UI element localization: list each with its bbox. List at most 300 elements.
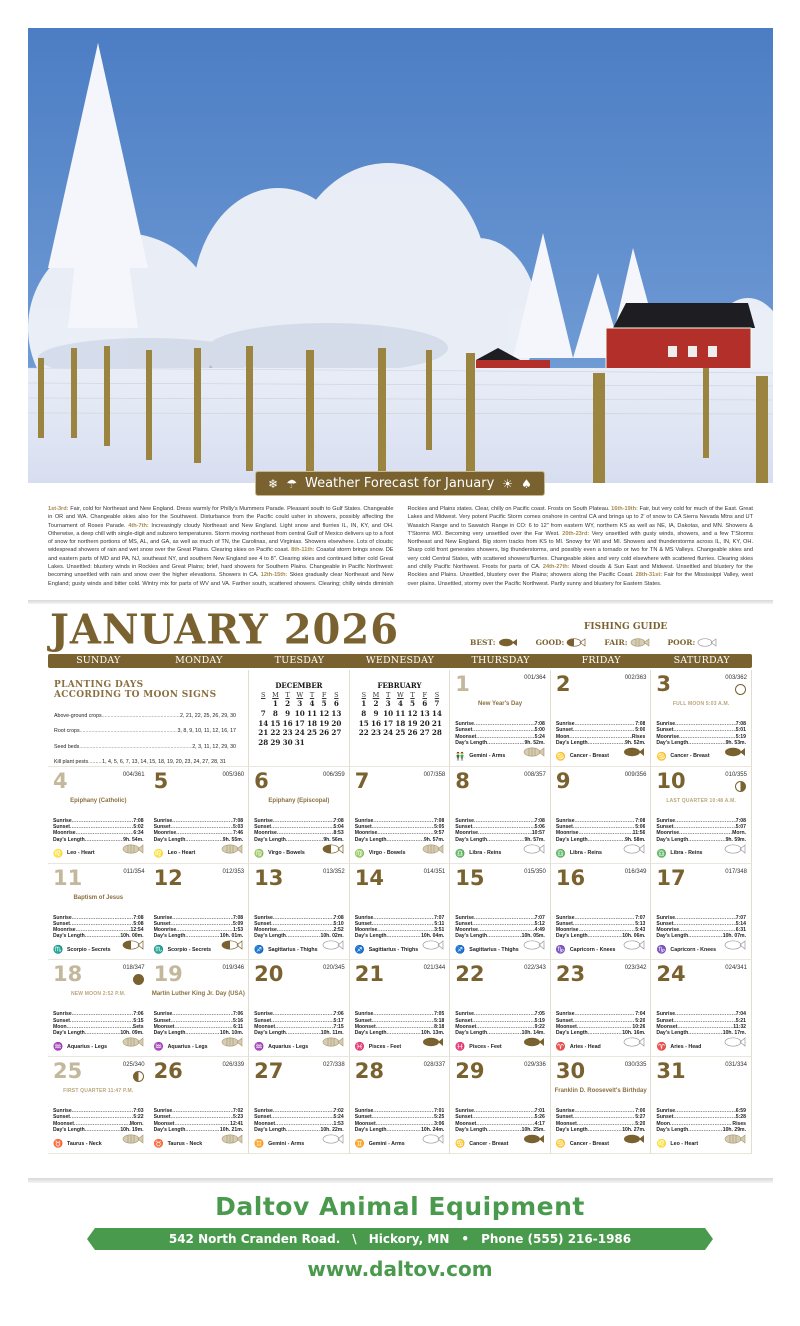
zodiac-sign: [254, 945, 317, 954]
day-of-year: 004/361: [122, 771, 145, 778]
time-label: Moon: [656, 1120, 670, 1127]
zodiac-sign: [154, 1042, 208, 1051]
mini-calendar-day: 22: [358, 728, 369, 738]
zodiac-sign: [53, 1042, 107, 1051]
zodiac-icon: ♎: [656, 848, 667, 858]
time-value: 5:12: [534, 920, 545, 927]
day-of-year: 025/340: [122, 1062, 145, 1069]
time-value: 5:20: [635, 1120, 646, 1127]
time-label: Moonrise: [254, 830, 277, 837]
time-label: Day's Length: [455, 836, 488, 843]
fishing-legend-fair: [604, 638, 649, 647]
sun-moon-times: [154, 818, 244, 843]
day-of-year: 031/334: [725, 1062, 747, 1069]
sun-moon-times: [355, 915, 445, 940]
fish-best-icon: [523, 1131, 545, 1149]
planting-label: Kill plant pests: [54, 759, 89, 766]
mini-calendar-day: 12: [319, 709, 330, 719]
time-label: Sunrise: [455, 721, 474, 727]
time-value: 5:04: [333, 824, 344, 831]
time-label: Sunrise: [455, 817, 474, 824]
time-label: Day's Length: [53, 836, 85, 843]
time-value: 9h. 52m.: [524, 739, 545, 746]
zodiac-icon: ♒: [254, 1042, 265, 1052]
mini-calendar-day: [257, 699, 269, 709]
mini-calendar-day: 2: [373, 699, 379, 709]
day-cell: [249, 864, 350, 961]
forecast-body: Increasingly cloudy Northeast and New England. Light snow and flurries IL, IN, KY, and OH. Otherwise, a deep chill with single-digit and subzero temperatures. Storm moving northeast from central Gulf of Mexico delivers up to a foot of snow for northern portions of MS, AL, and GA, as well as much of TN, the Carolinas, and Virginias. Showers elsewhere. Lots of clouds; widespread showers of rain and wet snow over the Great Plains. Clearing skies on Pacific coast.: [48, 522, 394, 554]
time-value: 10h. 14m.: [521, 1030, 545, 1037]
planting-value: 1, 4, 5, 6, 7, 13, 14, 15, 18, 19, 20, 23, 24, 27, 28, 31: [102, 759, 226, 766]
time-value: 7:08: [133, 914, 144, 921]
time-label: Day's Length: [153, 933, 186, 940]
zodiac-sign: [154, 849, 196, 858]
forecast-range: 12th-15th:: [260, 572, 288, 579]
time-label: Day's Length: [555, 933, 588, 940]
time-label: Day's Length: [53, 1127, 85, 1134]
sun-moon-times: [455, 1108, 545, 1133]
sun-moon-times: [154, 1108, 244, 1133]
fish-fair-icon: [523, 744, 545, 762]
time-value: 5:06: [534, 824, 545, 831]
sun-moon-times: [254, 1108, 344, 1133]
mini-calendar-day: 30: [282, 738, 293, 748]
time-label: Sunrise: [354, 817, 374, 824]
mini-calendar-day: 14: [431, 709, 442, 719]
day-of-year: 014/351: [423, 868, 446, 875]
fishing-guide-legend: [470, 622, 770, 656]
time-label: Sunrise: [656, 914, 676, 921]
time-label: Moonset: [455, 1023, 477, 1030]
forecast-body: Coastal storm brings snow. DE and eastern parts of MD and PA, NJ, southeast NY, and southern New England see 4 to 8". Clearing skies and continued bitter cold Great Lakes. Unsettled: blustery winds in Rockies and Great Plains; brief, hard showers for Southern Plains. Changeable in Pacific Northwest: becoming unsettled with rain and snow over the higher elevations. Showers in CA.: [48, 547, 394, 579]
mini-calendar-day: 14: [258, 718, 269, 728]
zodiac-sign: [254, 849, 305, 858]
fish-good-icon: [122, 937, 144, 955]
zodiac-label: Leo - Heart: [670, 1140, 699, 1147]
zodiac-sign: [556, 1139, 609, 1148]
day-number: 20: [254, 962, 284, 987]
time-value: 12:54: [130, 927, 144, 934]
day-of-year: 022/343: [524, 965, 546, 972]
sun-moon-times: [656, 818, 746, 843]
time-value: 7:08: [735, 817, 746, 824]
time-label: Sunrise: [354, 1108, 374, 1115]
mini-calendar-day: 20: [419, 718, 430, 728]
time-value: 7:08: [232, 914, 244, 921]
mini-calendar-day: 27: [419, 728, 430, 738]
mini-calendar-day: 27: [331, 728, 342, 738]
website-link[interactable]: www.daltov.com: [307, 1257, 493, 1281]
zodiac-label: Capricorn - Knees: [569, 946, 616, 953]
zodiac-sign: [53, 849, 95, 858]
time-label: Moonset: [354, 1023, 376, 1030]
mini-calendar-weekday: M: [372, 690, 380, 699]
time-value: 12:41: [230, 1120, 244, 1127]
time-label: Sunset: [153, 1114, 171, 1121]
mini-calendar-day: 26: [319, 728, 330, 738]
time-value: 7:08: [333, 914, 344, 921]
sun-moon-times: [53, 1011, 144, 1036]
time-value: 1:53: [232, 927, 244, 934]
fish-poor-icon: [623, 1034, 645, 1052]
time-value: 4:17: [534, 1120, 545, 1127]
mini-calendar-day: 4: [397, 699, 403, 709]
mini-calendar-day: 12: [407, 709, 418, 719]
time-value: 5:43: [635, 927, 646, 934]
day-number: 12: [153, 865, 183, 890]
mini-calendar-day: 6: [422, 699, 428, 709]
time-value: 7:08: [635, 817, 646, 824]
legend-label: BEST:: [470, 638, 496, 647]
time-label: Moonset: [455, 1120, 477, 1127]
forecast-range: 4th-7th:: [128, 522, 149, 529]
time-label: Sunset: [455, 1114, 473, 1121]
zodiac-icon: ♓: [354, 1042, 365, 1052]
time-value: 5:01: [735, 727, 746, 734]
time-label: Sunrise: [354, 914, 374, 921]
time-label: Sunrise: [656, 817, 676, 824]
time-value: 5:00: [635, 727, 646, 734]
zodiac-icon: ♐: [455, 945, 466, 955]
time-value: 10h. 17m.: [722, 1030, 746, 1037]
time-label: Sunrise: [455, 1011, 474, 1018]
time-value: 5:25: [434, 1114, 445, 1121]
time-value: 5:00: [534, 727, 545, 734]
fishing-legend-good: [536, 638, 587, 647]
weekday-thursday: THURSDAY: [471, 655, 530, 666]
time-label: Moonset: [455, 733, 477, 740]
day-cell: [651, 960, 752, 1057]
day-of-year: 011/354: [123, 868, 145, 875]
time-label: Day's Length: [555, 836, 588, 843]
day-of-year: 028/337: [423, 1062, 446, 1069]
zodiac-sign: [656, 1139, 698, 1148]
zodiac-sign: [455, 1042, 501, 1051]
time-label: Sunset: [455, 727, 473, 734]
time-label: Sunset: [455, 824, 473, 831]
mini-calendar-weekday: S: [261, 690, 266, 699]
time-label: Sunrise: [354, 1011, 374, 1018]
mini-calendar-day: 10: [294, 709, 305, 719]
time-value: 11:32: [733, 1023, 746, 1030]
weekday-header: [48, 654, 752, 668]
time-label: Day's Length: [53, 1030, 85, 1037]
time-value: 10h. 16m.: [622, 1030, 646, 1037]
weekday-tuesday: TUESDAY: [274, 655, 325, 666]
zodiac-label: Taurus - Neck: [167, 1140, 203, 1147]
time-value: 10h. 21m.: [219, 1127, 244, 1134]
time-value: 7:07: [735, 914, 746, 921]
mini-calendar-day: 19: [407, 718, 418, 728]
sun-moon-times: [556, 915, 646, 940]
zodiac-label: Taurus - Neck: [67, 1140, 102, 1147]
mini-calendar-weekday: M: [272, 690, 279, 699]
mini-calendar-day: 11: [395, 709, 406, 719]
time-value: 7:06: [133, 1011, 144, 1018]
zodiac-sign: [355, 945, 418, 954]
forecast-body: Very unsettled with gusty winds, showers, and a few T'Storms Northeast and New England. Big storm tracks from KS to MI. Snowy for WI and MI. Showers and thunderstorms across IL, IN, KY, OH. Sharp cold front generates showers, big thunderstorms, and possibly even a tornado or two for TN & MS Valleys. Changeable skies and very cold Central States, with scattered showers/flurries. Changeable skies and very cold elsewhere with scattered flurries. Clearing skies and chilly Pacific Northwest. Frosts for parts of CA.: [407, 530, 753, 571]
day-of-year: 030/335: [624, 1062, 647, 1069]
time-value: 10h. 00m.: [120, 933, 144, 940]
day-number: 27: [254, 1059, 284, 1084]
time-label: Day's Length: [254, 1030, 286, 1037]
month-title: JANUARY 2026: [50, 605, 400, 654]
time-value: 10h. 01m.: [219, 933, 244, 940]
day-cell: [350, 864, 451, 961]
fish-fair-icon: [422, 841, 444, 859]
mini-calendar-day: 25: [395, 728, 406, 738]
fish-fair-icon: [221, 841, 243, 859]
time-value: 5:11: [434, 920, 445, 927]
moon-phase-label: FULL MOON 5:03 A.M.: [672, 701, 730, 707]
day-number: 6: [254, 768, 269, 793]
zodiac-icon: ♍: [354, 848, 365, 858]
zodiac-sign: [455, 945, 518, 954]
time-value: 10h. 02m.: [320, 933, 344, 940]
moon-phase-label: FIRST QUARTER 11:47 P.M.: [63, 1088, 134, 1095]
time-label: Sunset: [254, 1114, 272, 1121]
mini-calendar-weekday: T: [285, 690, 290, 699]
mini-calendar-day: 4: [309, 699, 315, 709]
day-cell: [149, 960, 250, 1057]
time-value: 11:56: [632, 830, 646, 837]
time-label: Sunrise: [153, 1108, 173, 1115]
mini-calendar-day: 20: [331, 718, 342, 728]
day-cell: [551, 767, 652, 864]
zodiac-label: Capricorn - Knees: [670, 946, 717, 953]
time-label: Sunrise: [153, 914, 173, 921]
time-value: 6:31: [735, 927, 746, 934]
zodiac-icon: ♉: [53, 1139, 63, 1148]
mini-calendar-day: 22: [270, 728, 281, 738]
forecast-body: Fair, cold for Northeast and New England. Dress warmly for Philly's Mummers Parade. Pleasant south to Gulf States. Changeable in OR and WA. Changeable skies also for the Southwest. Disturbance from the Pacific could usher in showers, possibly affecting the Tournament of Roses Parade.: [48, 506, 394, 529]
sun-moon-times: [154, 1011, 244, 1036]
time-label: Moonset: [254, 1023, 276, 1030]
holiday-label: Baptism of Jesus: [73, 894, 124, 901]
mini-calendar-day: 24: [383, 728, 394, 738]
day-cell: [450, 767, 551, 864]
zodiac-icon: ♉: [153, 1139, 164, 1148]
time-label: Sunset: [656, 727, 674, 734]
zodiac-label: Gemini - Arms: [268, 1140, 305, 1147]
zodiac-icon: ♎: [555, 848, 566, 858]
day-cell: [450, 864, 551, 961]
time-value: 1:53: [333, 1120, 344, 1127]
fish-best-icon: [623, 744, 645, 762]
day-of-year: 027/338: [323, 1062, 345, 1069]
time-label: Sunset: [254, 920, 272, 927]
time-value: 10h. 29m.: [722, 1127, 746, 1134]
day-number: 8: [455, 768, 470, 793]
zodiac-icon: ♏: [153, 945, 164, 955]
time-value: 6:11: [233, 1023, 244, 1030]
time-label: Sunset: [555, 824, 573, 831]
fish-poor-icon: [697, 638, 717, 647]
zodiac-icon: ♑: [555, 945, 566, 955]
time-value: 7:05: [534, 1011, 545, 1018]
day-cell: [651, 1057, 752, 1154]
time-value: 5:07: [735, 824, 746, 831]
time-value: Morn.: [129, 1120, 144, 1127]
fishing-guide-title: FISHING GUIDE: [584, 622, 668, 632]
time-value: Morn.: [732, 830, 746, 837]
section-divider: [28, 600, 773, 604]
time-label: Moonrise: [555, 927, 579, 934]
mini-calendar-day: [330, 738, 342, 748]
day-number: 9: [555, 768, 571, 793]
zodiac-icon: ♊: [354, 1139, 365, 1148]
time-label: Day's Length: [555, 1127, 588, 1134]
mini-calendar-weekday: T: [386, 690, 391, 699]
day-of-year: 008/357: [524, 771, 546, 778]
time-label: Sunset: [354, 920, 372, 927]
time-label: Sunrise: [53, 1108, 72, 1115]
time-label: Day's Length: [254, 933, 286, 940]
mini-calendar-weekday: W: [296, 690, 304, 699]
zodiac-icon: ♑: [656, 945, 667, 955]
time-value: 7:08: [735, 721, 746, 727]
time-value: 5:26: [534, 1114, 545, 1121]
sun-moon-times: [254, 1011, 344, 1036]
day-cell: [450, 960, 551, 1057]
time-value: 5:24: [534, 733, 545, 740]
sun-moon-times: [455, 1011, 545, 1036]
mini-calendar-day: 7: [260, 709, 266, 719]
forecast-body: Fair for the Mississippi Valley, west over plains. Unsettled, stormy over the Pacific Northwest. Partly sunny and blustery for Eastern States.: [407, 572, 754, 587]
mini-calendar-day: [431, 738, 443, 748]
zodiac-icon: ♋: [455, 1139, 466, 1148]
time-label: Moonrise: [53, 927, 76, 934]
zodiac-icon: ♓: [455, 1042, 466, 1052]
time-value: 7:02: [333, 1108, 344, 1115]
time-label: Moonrise: [53, 830, 76, 837]
moon-full-icon: [735, 684, 746, 695]
zodiac-label: Cancer - Breast: [569, 1140, 609, 1147]
day-number: 7: [354, 768, 370, 793]
time-value: 7:08: [635, 721, 646, 727]
day-of-year: 015/350: [524, 868, 546, 875]
day-number: 23: [555, 962, 586, 987]
moon-new-icon: [133, 974, 144, 985]
zodiac-label: Scorpio - Secrets: [167, 946, 212, 953]
time-value: 5:03: [232, 824, 244, 831]
sun-moon-times: [556, 1108, 646, 1133]
time-label: Sunset: [455, 1017, 473, 1024]
zodiac-label: Cancer - Breast: [469, 1140, 509, 1147]
mini-calendar-weekday: F: [321, 690, 327, 699]
mini-calendar-day: 8: [361, 709, 367, 719]
day-of-year: 029/336: [524, 1062, 546, 1069]
day-number: 24: [656, 962, 686, 987]
time-label: Moonrise: [656, 927, 680, 934]
zodiac-label: Virgo - Bowels: [268, 850, 305, 857]
time-label: Day's Length: [656, 836, 689, 843]
time-label: Day's Length: [254, 1127, 286, 1134]
time-label: Sunrise: [555, 1108, 575, 1115]
fish-best-icon: [422, 1034, 444, 1052]
zodiac-label: Libra - Reins: [569, 850, 602, 857]
time-label: Moonrise: [153, 830, 177, 837]
day-cell: [651, 767, 752, 864]
moon-phase-label: LAST QUARTER 10:48 A.M.: [666, 797, 737, 804]
forecast-range: 20th-23rd:: [562, 530, 590, 537]
planting-title: [54, 680, 216, 700]
time-value: 7:05: [434, 1011, 445, 1018]
mini-calendar-day: 26: [407, 728, 418, 738]
mini-calendar-day: 15: [270, 718, 281, 728]
zodiac-icon: ♋: [555, 751, 566, 761]
time-label: Moonrise: [254, 927, 277, 934]
zodiac-label: Sagittarius - Thighs: [268, 946, 318, 953]
day-cell: [450, 1057, 551, 1154]
time-value: 3:51: [434, 927, 445, 934]
day-cell: [551, 960, 652, 1057]
mini-calendar-day: 5: [321, 699, 327, 709]
zodiac-icon: 👬: [455, 751, 466, 761]
time-label: Sunset: [254, 1017, 272, 1024]
time-value: 9h. 59m.: [725, 836, 746, 843]
fish-poor-icon: [422, 937, 444, 955]
time-label: Moonset: [555, 1120, 577, 1127]
zodiac-icon: ♌: [153, 848, 164, 858]
time-label: Sunset: [656, 1114, 674, 1121]
zodiac-icon: ♐: [254, 945, 265, 955]
day-of-year: 024/341: [725, 965, 747, 972]
time-value: 10h. 25m.: [521, 1127, 545, 1134]
time-value: 9h. 58m.: [625, 836, 646, 843]
time-label: Moonrise: [455, 927, 478, 934]
time-value: 9h. 53m.: [725, 739, 746, 746]
time-label: Sunset: [354, 824, 372, 831]
time-label: Moonrise: [555, 830, 579, 837]
day-of-year: 005/360: [222, 771, 245, 778]
day-of-year: 016/349: [624, 868, 647, 875]
day-cell: [551, 1057, 652, 1154]
weather-forecast-banner: [255, 471, 545, 496]
forecast-body: Fair, but very cold for much of the East. Great Lakes and Midwest. Very potent Pacific Storm comes onshore in central CA and brings up to 2' of snow to CA Sierra Nevada Mtns and UT Wasatch Range and to Sawatch Range in CO: 6 to 12" from eastern WY, northern KS as well as NE, IA, Dakotas, and MN. Showers & T'Storms MO. Becoming very unsettled over the Far West.: [407, 506, 753, 537]
time-value: 9:22: [534, 1023, 545, 1030]
time-value: 7:06: [232, 1011, 244, 1018]
time-label: Moonset: [354, 1120, 376, 1127]
time-label: Sunset: [53, 824, 70, 831]
mini-calendar-weekday: S: [334, 690, 339, 699]
fish-fair-icon: [122, 1034, 144, 1052]
fish-poor-icon: [724, 937, 746, 955]
mini-calendar-day: [419, 738, 431, 748]
sun-moon-times: [656, 1011, 746, 1036]
fish-fair-icon: [630, 638, 650, 647]
day-number: 14: [354, 865, 384, 890]
time-value: 10h. 09m.: [120, 1030, 144, 1037]
time-label: Sunset: [254, 824, 272, 831]
time-value: 5:21: [735, 1017, 746, 1024]
day-number: 18: [53, 962, 83, 987]
time-value: Rises: [732, 1120, 746, 1127]
time-label: Sunrise: [555, 817, 575, 824]
time-value: 7:08: [534, 721, 545, 727]
mini-calendar-day: 24: [294, 728, 305, 738]
time-value: 7:03: [133, 1108, 144, 1115]
day-cell: [350, 1057, 451, 1154]
time-value: 10h. 05m.: [521, 933, 545, 940]
mini-calendar-day: 13: [419, 709, 430, 719]
fish-poor-icon: [523, 937, 545, 955]
fish-poor-icon: [322, 937, 344, 955]
time-value: 9h. 52m.: [625, 739, 646, 746]
time-value: 3:06: [434, 1120, 445, 1127]
time-label: Day's Length: [656, 1127, 689, 1134]
mini-calendar-day: [306, 738, 318, 748]
